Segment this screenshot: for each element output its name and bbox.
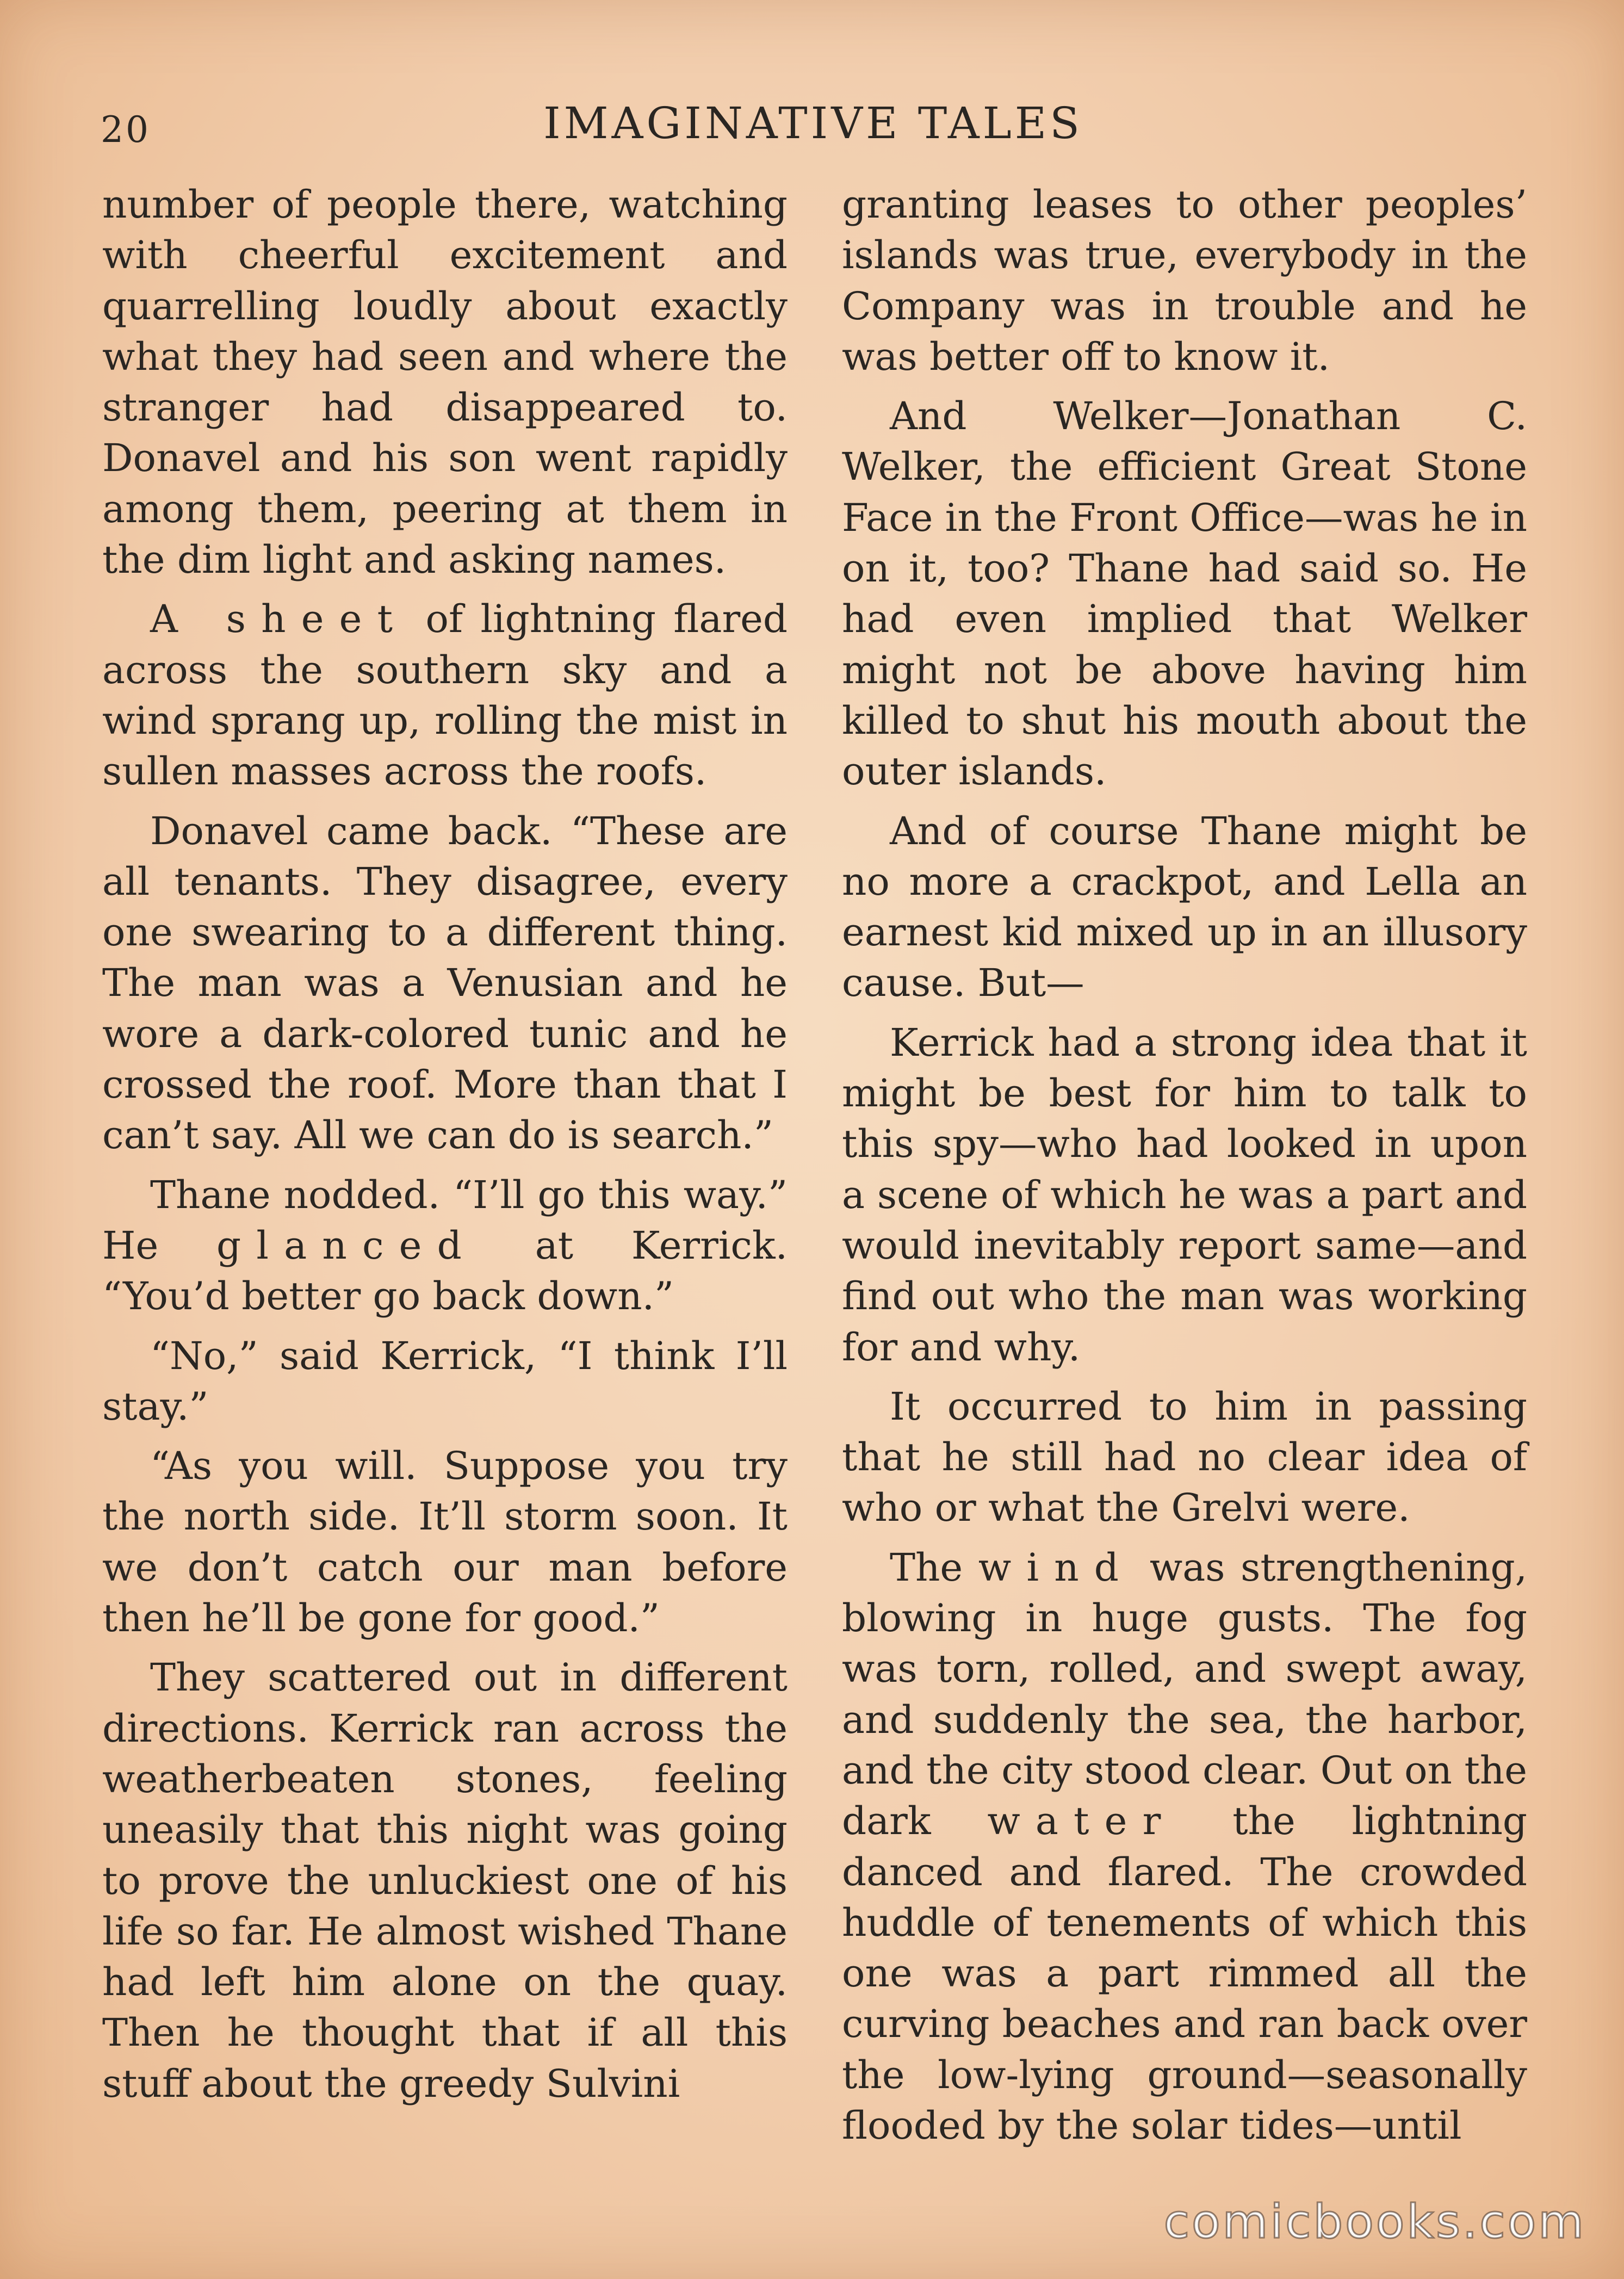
page-number: 20 bbox=[101, 109, 151, 151]
paragraph: And of course Thane might be no more a crackpot, and Lella an earnest kid mixed up in an illusory cause. But— bbox=[842, 808, 1527, 1006]
paragraph: Kerrick had a strong idea that it might be best for him to talk to this spy—who had looked in upon a scene of which he was a part and would inevitably report same—and find out who the man was working for and why. bbox=[842, 1020, 1527, 1370]
paragraph: granting leases to other peoples’ islands was true, everybody in the Company was in trouble and he was better off to know it. bbox=[842, 182, 1527, 379]
paragraph: And Welker—Jonathan C. Welker, the efficient Great Stone Face in the Front Office—was he in on it, too? Thane had said so. He had even implied that Welker might not be above having him killed to shut his mouth about the outer islands. bbox=[842, 394, 1527, 794]
paragraph bbox=[102, 1170, 788, 1322]
right-column bbox=[842, 179, 1527, 2151]
page-header bbox=[101, 98, 1526, 158]
paragraph-text: the lightning danced and flared. The crowded huddle of tenements of which this one was a part rimmed all the curving beaches and ran back over the low-lying ground—seasonally flooded by the solar tides—until bbox=[842, 1799, 1527, 2148]
spaced-text: A sheet bbox=[150, 597, 408, 642]
paragraph-text: The bbox=[890, 1545, 978, 1590]
spaced-text: glanced bbox=[216, 1223, 477, 1268]
paragraph: It occurred to him in passing that he still had no clear idea of who or what the Grelvi were. bbox=[842, 1384, 1527, 1531]
paragraph: They scattered out in different directions. Kerrick ran across the weatherbeaten stones, feeling uneasily that this night was going to prove the unluckiest one of his life so far. He almost wished Thane had left him alone on the quay. Then he thought that if all this stuff about the greedy Sulvini bbox=[102, 1655, 788, 2106]
paragraph: “As you will. Suppose you try the north side. It’ll storm soon. It we don’t catch our man before then he’ll be gone for good.” bbox=[102, 1444, 788, 1641]
paragraph: “No,” said Kerrick, “I think I’ll stay.” bbox=[102, 1333, 788, 1429]
paragraph-text: Thane nodded. “I’ll go this way.” He bbox=[102, 1172, 788, 1268]
paragraph-text: was strengthening, blowing in huge gusts. The fog was torn, rolled, and swept away, and suddenly the sea, the harbor, and the city stood clear. Out on the dark bbox=[842, 1545, 1528, 1844]
paragraph bbox=[842, 1543, 1527, 2152]
spaced-text: wind bbox=[978, 1545, 1135, 1590]
paragraph: number of people there, watching with cheerful excitement and quarrelling loudly about exactly what they had seen and where the stranger had disappeared to. Donavel and his son went rapidly among them, peering at them in the dim light and asking names. bbox=[102, 182, 788, 583]
spaced-text: water bbox=[987, 1799, 1176, 1844]
paragraph bbox=[102, 594, 788, 797]
left-column bbox=[102, 179, 788, 2109]
watermark: comicbooks.com bbox=[1163, 2195, 1586, 2249]
paragraph: Donavel came back. “These are all tenants. They disagree, every one swearing to a different thing. The man was a Venusian and he wore a dark-colored tunic and he crossed the roof. More than that I can’t say. All we can do is search.” bbox=[102, 808, 788, 1158]
paragraph-text: at Kerrick. “You’d better go back down.” bbox=[102, 1223, 788, 1319]
paragraph-text: of lightning flared across the southern sky and a wind sprang up, rolling the mist in sullen masses across the roofs. bbox=[102, 597, 788, 794]
running-title: IMAGINATIVE TALES bbox=[543, 98, 1083, 148]
